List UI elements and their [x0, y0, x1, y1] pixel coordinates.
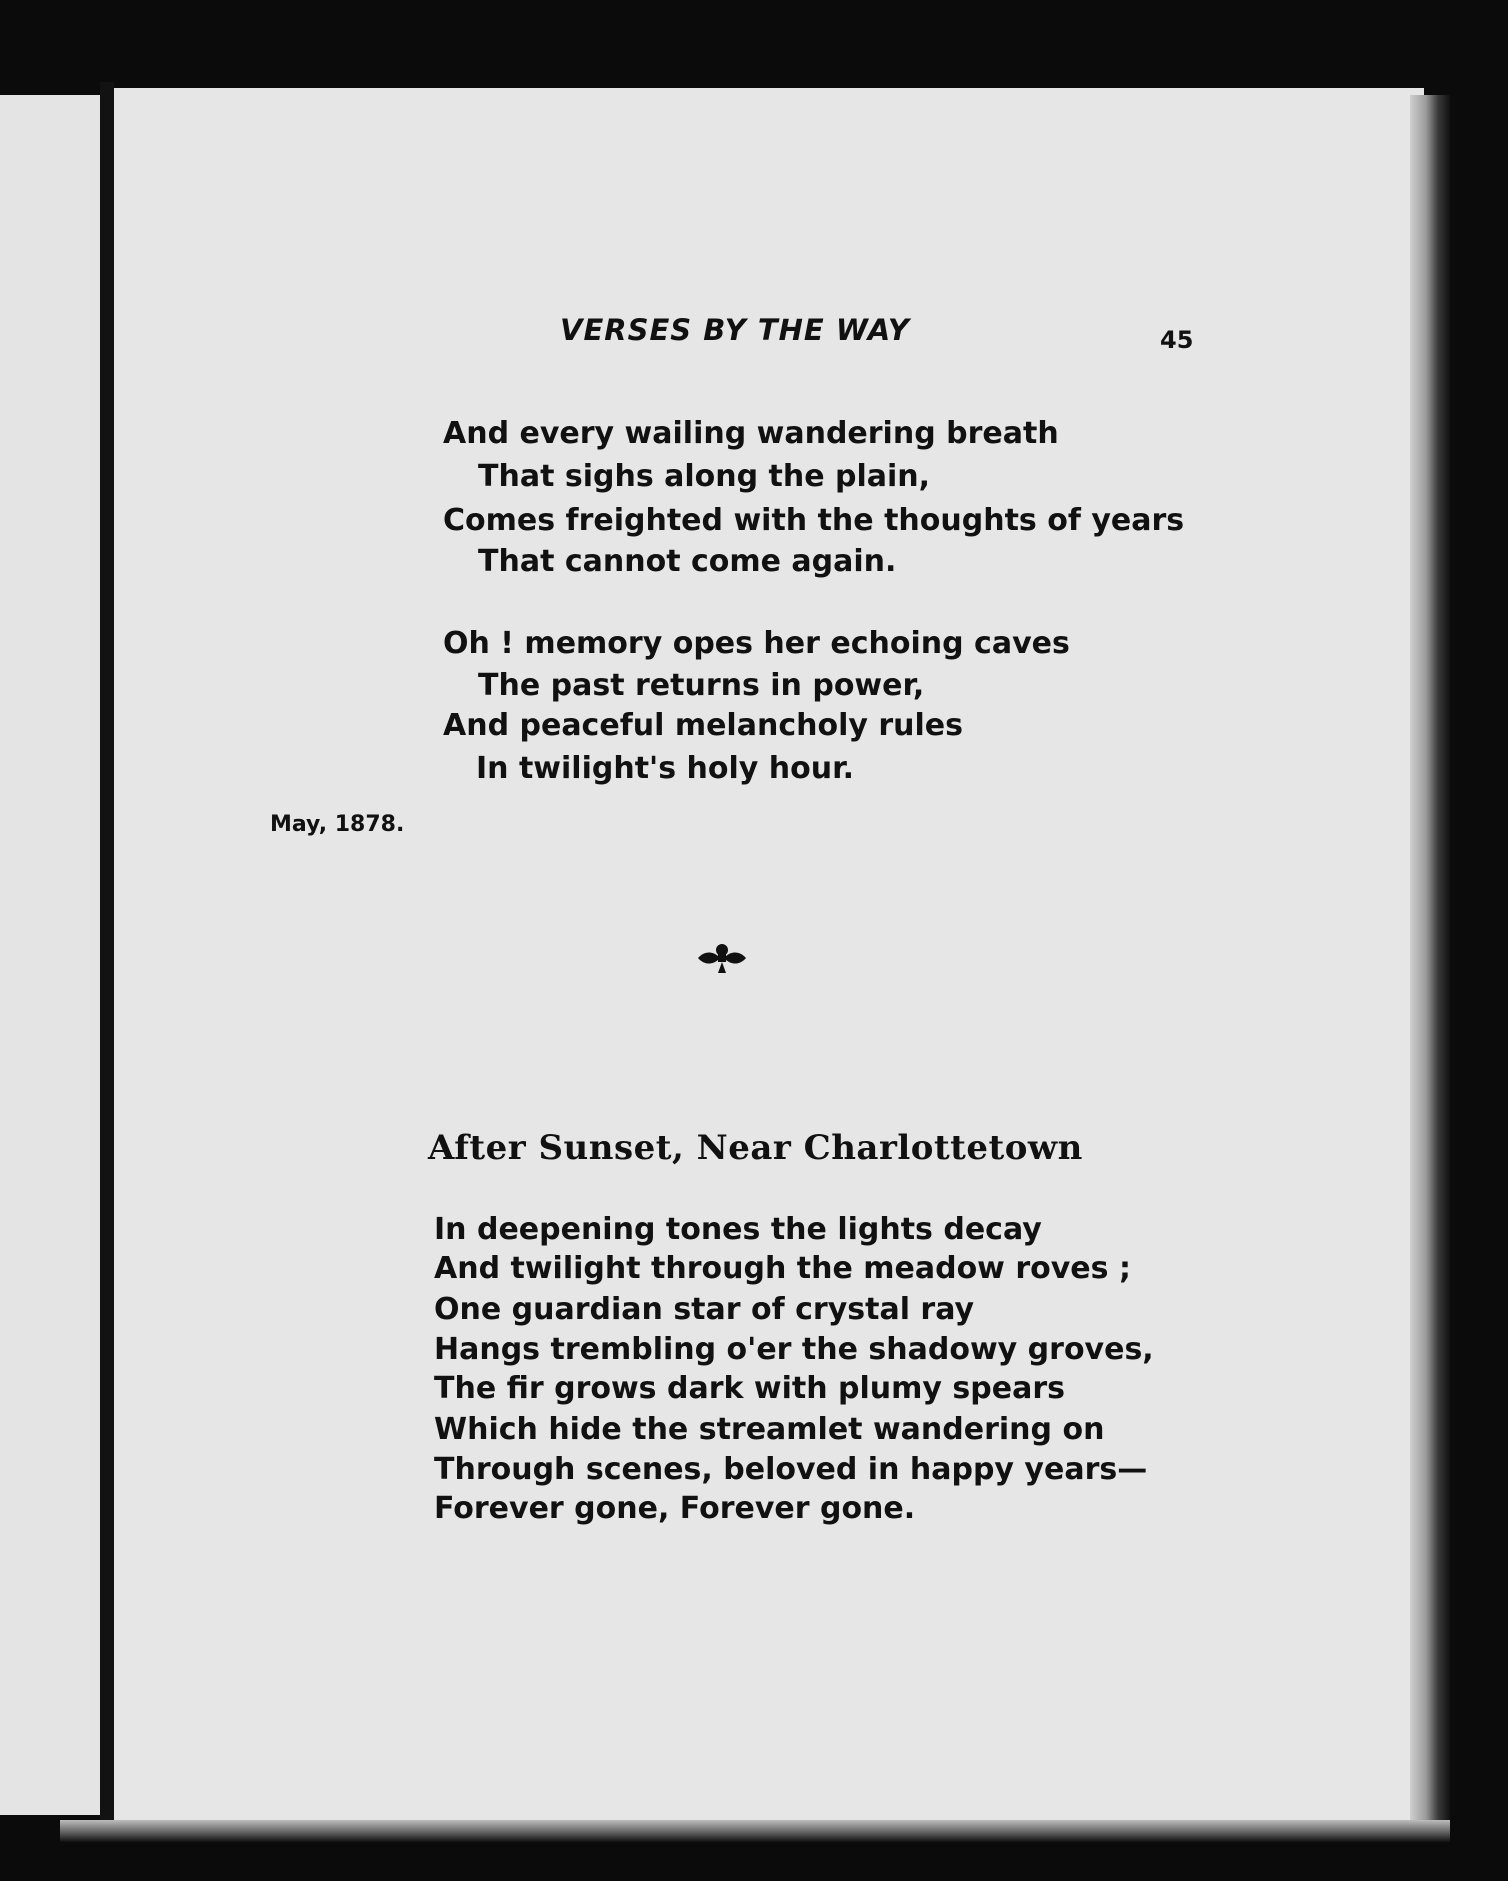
verse-line: Hangs trembling o'er the shadowy groves,: [434, 1332, 1154, 1367]
page-right-edge: [1410, 95, 1450, 1840]
book-gutter: [100, 82, 114, 1822]
book-page: [114, 88, 1424, 1826]
verse-line: The past returns in power,: [478, 668, 925, 703]
verse-line: Comes freighted with the thoughts of years: [443, 503, 1185, 538]
fleuron-icon: [694, 940, 750, 976]
verse-line: Through scenes, beloved in happy years—: [434, 1452, 1148, 1487]
poem-date: May, 1878.: [270, 812, 405, 837]
verse-line: In deepening tones the lights decay: [434, 1212, 1042, 1247]
verse-line: The fir grows dark with plumy spears: [434, 1371, 1065, 1406]
verse-line: One guardian star of crystal ray: [434, 1292, 975, 1327]
verse-line: Oh ! memory opes her echoing caves: [443, 626, 1070, 661]
left-page-edge: [0, 95, 100, 1815]
verse-line: In twilight's holy hour.: [476, 751, 855, 786]
verse-line: And twilight through the meadow roves ;: [434, 1251, 1131, 1286]
verse-line: And peaceful melancholy rules: [443, 708, 963, 743]
verse-line: Which hide the streamlet wandering on: [434, 1412, 1105, 1447]
verse-line: And every wailing wandering breath: [443, 416, 1059, 451]
verse-line: Forever gone, Forever gone.: [434, 1491, 916, 1526]
verse-line: That sighs along the plain,: [478, 459, 931, 494]
page-bottom-edge: [60, 1820, 1450, 1842]
verse-line: That cannot come again.: [478, 544, 897, 579]
page-number: 45: [1160, 326, 1194, 354]
running-head: VERSES BY THE WAY: [560, 313, 910, 347]
poem-title: After Sunset, Near Charlottetown: [428, 1128, 1083, 1168]
